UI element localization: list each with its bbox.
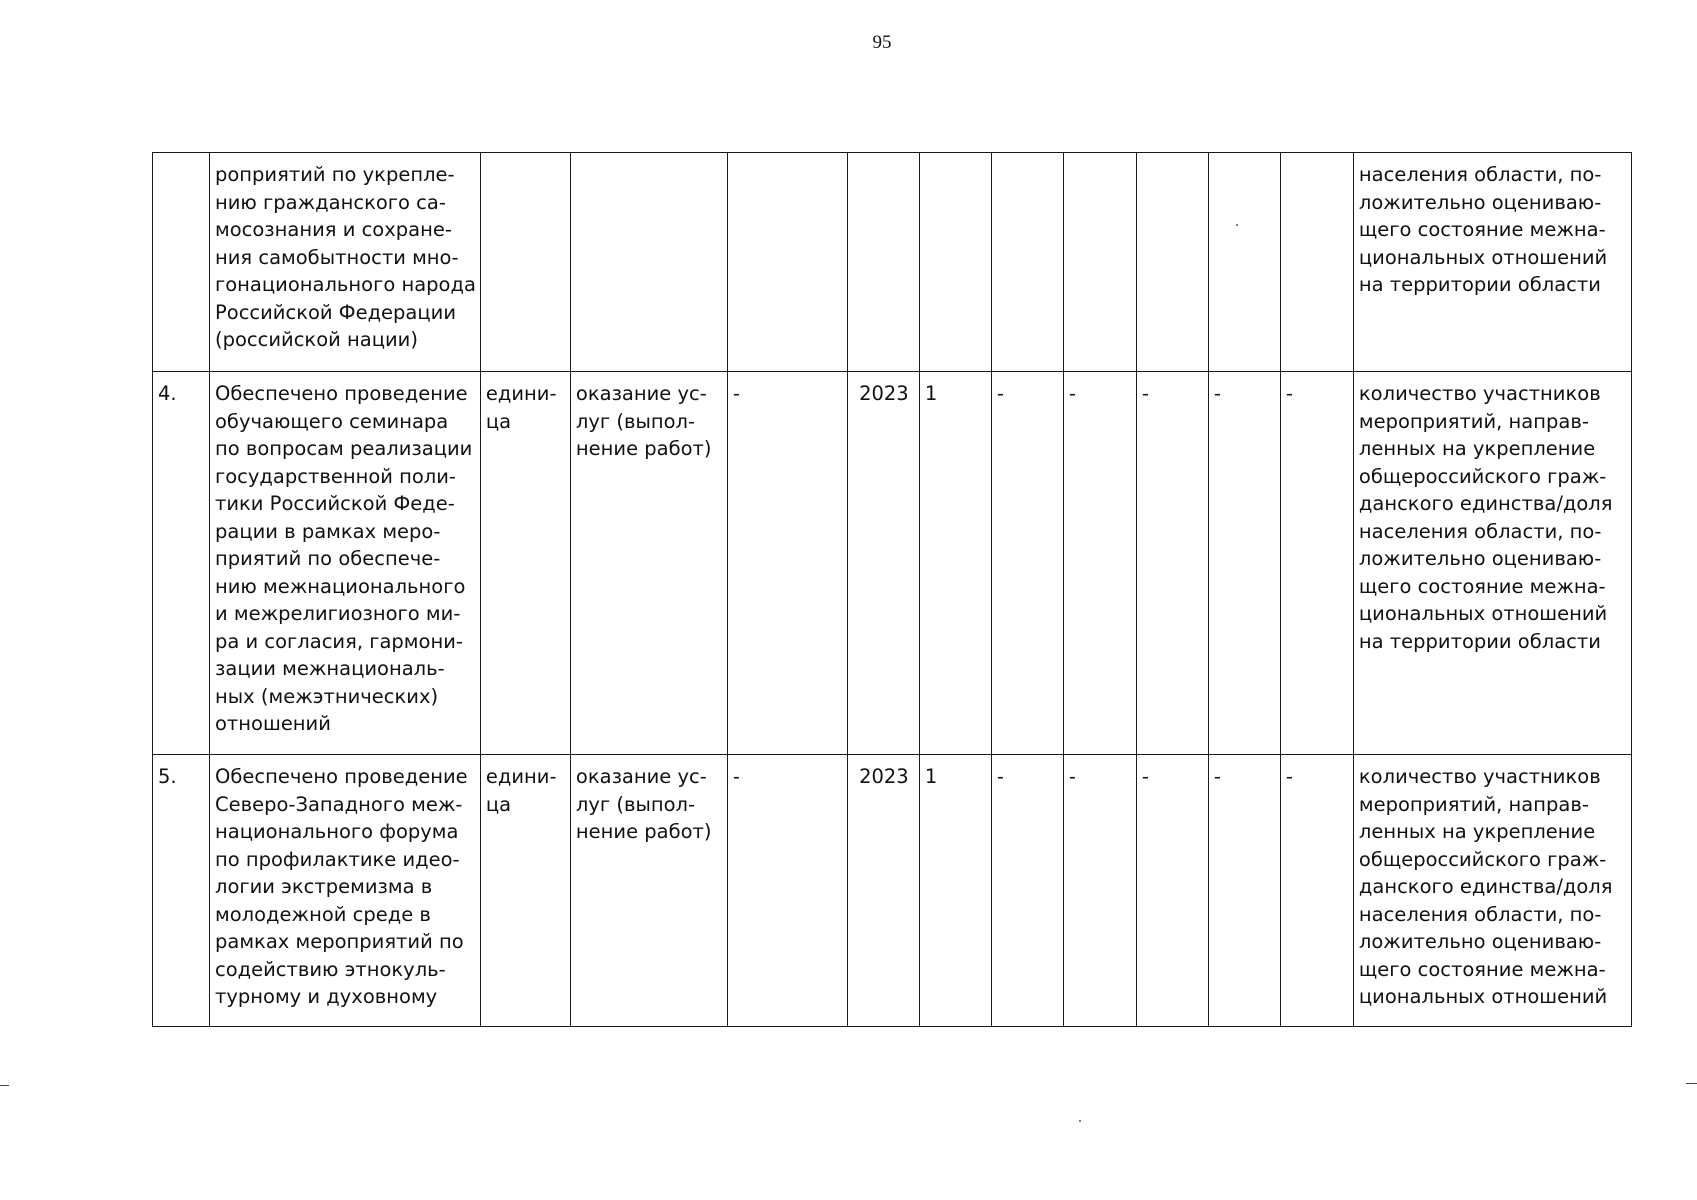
row-type: [570, 153, 727, 372]
row-unit: едини- ца: [480, 372, 570, 755]
row-value-3: -: [1063, 372, 1136, 755]
scan-speck: [1079, 1120, 1081, 1122]
row-value-6: -: [1280, 755, 1353, 1027]
row-value-5: -: [1208, 372, 1280, 755]
row-value-4: [1136, 153, 1208, 372]
row-value-5: -: [1208, 755, 1280, 1027]
table-row: [153, 755, 1632, 1027]
row-indicator: количество участников мероприятий, направ- ленных на укрепление общероссийского граж- данского единства/доля населения области, по- ложительно оцениваю- щего состояние межна- циональных отношений: [1353, 755, 1631, 1027]
row-indicator: населения области, по- ложительно оцениваю- щего состояние межна- циональных отношений на территории области: [1353, 153, 1631, 372]
row-base-value: [727, 153, 847, 372]
row-base-value: -: [727, 755, 847, 1027]
row-number: 4.: [153, 372, 210, 755]
row-description: Обеспечено проведение обучающего семинара по вопросам реализации государственной поли- тики Российской Феде- рации в рамках меро- приятий по обеспече- нию межнационального и межрелигиозного ми- ра и согласия, гармони- зации межнациональ- ных (межэтнических) отношений: [210, 372, 481, 755]
row-value-4: -: [1136, 372, 1208, 755]
row-indicator: количество участников мероприятий, направ- ленных на укрепление общероссийского граж- данского единства/доля населения области, по- ложительно оцениваю- щего состояние межна- циональных отношений на территории области: [1353, 372, 1631, 755]
scan-edge-mark-right: [1686, 1083, 1697, 1084]
row-value-2: -: [991, 372, 1063, 755]
row-value-3: -: [1063, 755, 1136, 1027]
row-description: роприятий по укрепле- нию гражданского са- мосознания и сохране- ния самобытности мно- гонационального народа Российской Федерации (российской нации): [210, 153, 481, 372]
row-year: 2023: [847, 372, 919, 755]
row-value-6: [1280, 153, 1353, 372]
table-row: [153, 372, 1632, 755]
row-base-value: -: [727, 372, 847, 755]
table-row: [153, 153, 1632, 372]
row-value-6: -: [1280, 372, 1353, 755]
row-value-2: [991, 153, 1063, 372]
row-description: Обеспечено проведение Северо-Западного меж- национального форума по профилактике идео- логии экстремизма в молодежной среде в рамках мероприятий по содействию этнокуль- турному и духовному: [210, 755, 481, 1027]
row-unit: едини- ца: [480, 755, 570, 1027]
row-value-1: 1: [919, 755, 991, 1027]
row-value-1: 1: [919, 372, 991, 755]
scan-edge-mark-left: [0, 1085, 9, 1086]
row-year: [847, 153, 919, 372]
results-table: [152, 152, 1632, 1027]
row-number: 5.: [153, 755, 210, 1027]
row-number: [153, 153, 210, 372]
row-value-2: -: [991, 755, 1063, 1027]
row-value-4: -: [1136, 755, 1208, 1027]
row-value-5: [1208, 153, 1280, 372]
row-unit: [480, 153, 570, 372]
scan-speck: [1236, 224, 1238, 226]
row-type: оказание ус- луг (выпол- нение работ): [570, 755, 727, 1027]
page-number: 95: [872, 32, 892, 53]
row-value-1: [919, 153, 991, 372]
row-value-3: [1063, 153, 1136, 372]
row-type: оказание ус- луг (выпол- нение работ): [570, 372, 727, 755]
row-year: 2023: [847, 755, 919, 1027]
